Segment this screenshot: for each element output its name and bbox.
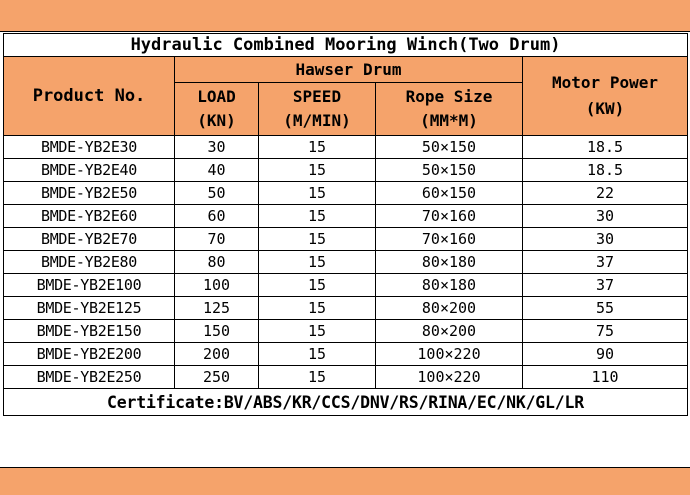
header-speed-unit: (M/MIN) (283, 111, 351, 130)
cell-power: 37 (523, 251, 688, 274)
cell-power: 18.5 (523, 136, 688, 159)
header-speed (259, 83, 376, 136)
table-title: Hydraulic Combined Mooring Winch(Two Drum) (4, 34, 688, 57)
table-row (4, 228, 688, 251)
cell-rope: 70×160 (376, 228, 523, 251)
cell-power: 110 (523, 366, 688, 389)
cell-model: BMDE-YB2E50 (4, 182, 175, 205)
cell-model: BMDE-YB2E125 (4, 297, 175, 320)
table-row (4, 297, 688, 320)
cell-rope: 100×220 (376, 343, 523, 366)
cell-power: 22 (523, 182, 688, 205)
cell-model: BMDE-YB2E40 (4, 159, 175, 182)
header-motor-power-unit: (KW) (585, 99, 625, 118)
header-rope-size-label: Rope Size (405, 87, 493, 106)
cell-load: 40 (175, 159, 259, 182)
header-load-unit: (KN) (197, 111, 236, 130)
table-row (4, 343, 688, 366)
cell-load: 50 (175, 182, 259, 205)
cell-speed: 15 (259, 343, 376, 366)
cell-speed: 15 (259, 205, 376, 228)
header-rope-size (376, 83, 523, 136)
cell-speed: 15 (259, 320, 376, 343)
cell-load: 60 (175, 205, 259, 228)
table-row (4, 205, 688, 228)
cell-model: BMDE-YB2E100 (4, 274, 175, 297)
top-orange-band (0, 0, 690, 32)
header-motor-power-label: Motor Power (552, 73, 658, 92)
cell-rope: 70×160 (376, 205, 523, 228)
header-rope-size-unit: (MM*M) (420, 111, 478, 130)
table-row (4, 182, 688, 205)
header-motor-power (523, 57, 688, 136)
cell-rope: 60×150 (376, 182, 523, 205)
cell-rope: 80×200 (376, 320, 523, 343)
cell-power: 30 (523, 228, 688, 251)
cell-model: BMDE-YB2E60 (4, 205, 175, 228)
header-load-label: LOAD (197, 87, 236, 106)
cell-speed: 15 (259, 136, 376, 159)
table-row (4, 320, 688, 343)
certificate-text: Certificate:BV/ABS/KR/CCS/DNV/RS/RINA/EC/NK/GL/LR (4, 389, 688, 416)
cell-speed: 15 (259, 251, 376, 274)
cell-model: BMDE-YB2E250 (4, 366, 175, 389)
cell-rope: 50×150 (376, 159, 523, 182)
cell-load: 150 (175, 320, 259, 343)
cell-speed: 15 (259, 159, 376, 182)
table-row (4, 366, 688, 389)
table-row (4, 274, 688, 297)
cell-rope: 80×180 (376, 251, 523, 274)
cell-load: 70 (175, 228, 259, 251)
cell-rope: 80×200 (376, 297, 523, 320)
header-hawser-drum: Hawser Drum (175, 57, 523, 83)
cell-power: 37 (523, 274, 688, 297)
cell-model: BMDE-YB2E70 (4, 228, 175, 251)
cell-power: 75 (523, 320, 688, 343)
cell-power: 30 (523, 205, 688, 228)
cell-load: 250 (175, 366, 259, 389)
cell-model: BMDE-YB2E80 (4, 251, 175, 274)
cell-power: 55 (523, 297, 688, 320)
winch-spec-table (3, 33, 688, 416)
cell-rope: 100×220 (376, 366, 523, 389)
table-title-row (4, 34, 688, 57)
cell-speed: 15 (259, 297, 376, 320)
bottom-orange-band (0, 467, 690, 495)
cell-model: BMDE-YB2E200 (4, 343, 175, 366)
cell-rope: 80×180 (376, 274, 523, 297)
table-row (4, 159, 688, 182)
cell-model: BMDE-YB2E150 (4, 320, 175, 343)
cell-speed: 15 (259, 228, 376, 251)
cell-power: 18.5 (523, 159, 688, 182)
cell-rope: 50×150 (376, 136, 523, 159)
cell-speed: 15 (259, 274, 376, 297)
cell-load: 100 (175, 274, 259, 297)
header-row-1 (4, 57, 688, 83)
cell-load: 125 (175, 297, 259, 320)
cell-load: 80 (175, 251, 259, 274)
header-speed-label: SPEED (292, 87, 342, 106)
cell-speed: 15 (259, 182, 376, 205)
cell-power: 90 (523, 343, 688, 366)
cell-load: 200 (175, 343, 259, 366)
cell-speed: 15 (259, 366, 376, 389)
table-row (4, 136, 688, 159)
cell-load: 30 (175, 136, 259, 159)
header-product-no: Product No. (4, 57, 175, 136)
certificate-row (4, 389, 688, 416)
table-row (4, 251, 688, 274)
cell-model: BMDE-YB2E30 (4, 136, 175, 159)
header-load (175, 83, 259, 136)
